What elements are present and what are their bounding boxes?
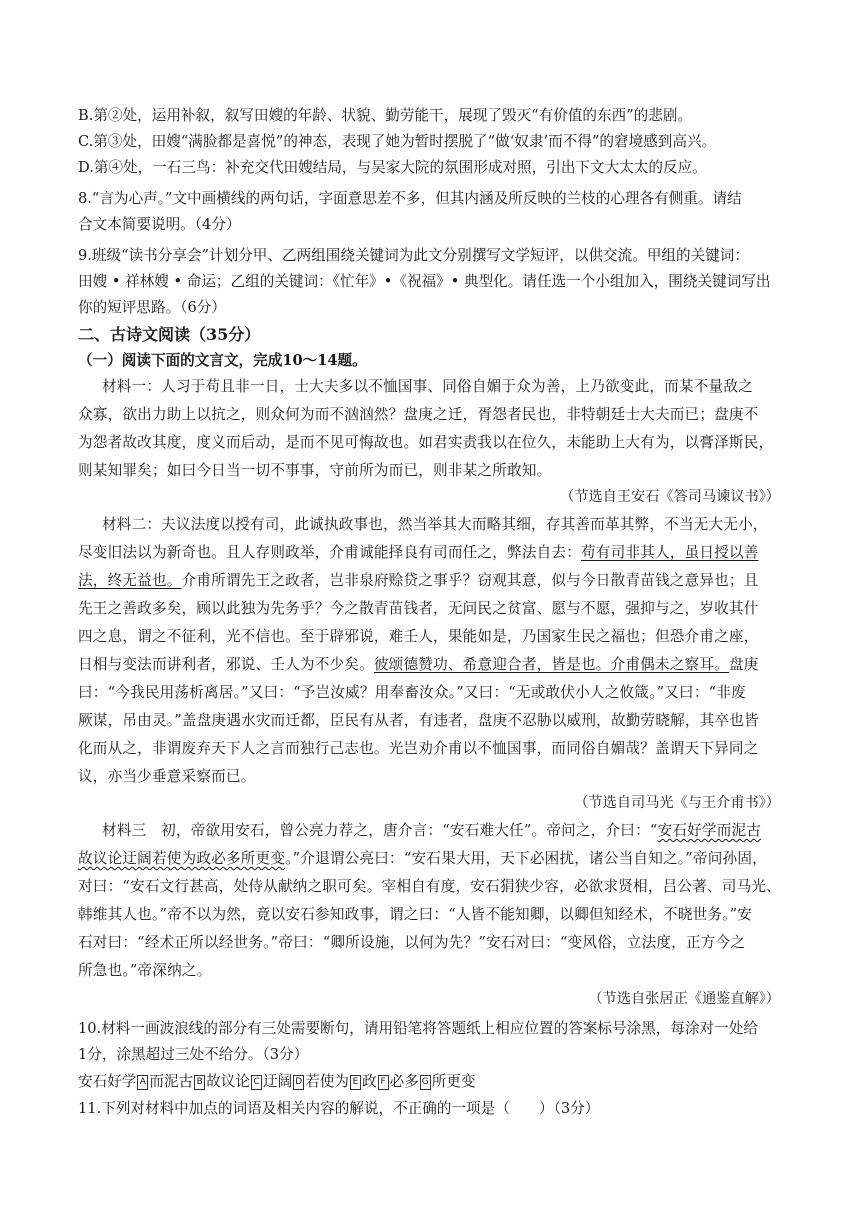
material-1-line2: 众寡，欲出力助上以抗之，则众何为而不汹汹然？盘庚之迁，胥怨者民也，非特朝廷士大夫而已；盘庚不 [78,406,759,423]
m2-underlined-text: 苟有司非其人，虽日授以善 [581,544,759,561]
material-2-line4: 先王之善政多矣，顾以此独为先务乎？今之散青苗钱者，无问民之贫富、愿与不愿，强抑与之，岁收其什 [78,600,759,617]
question-11-line: 11.下列对材料中加点的词语及相关内容的解说，不正确的一项是（ ）（3分） [78,1100,600,1117]
material-3-line5: 石对曰：“经术正所以经世务。”帝曰：“卿所设施，以何为先？”安石对曰：“变风俗，立法度，正方今之 [78,934,746,951]
sentence-part: 政 [361,1073,377,1090]
m2-underlined-text: 法，终无益也。 [78,572,182,589]
break-option-g[interactable]: G [420,1075,431,1090]
question-9-line2: 田嫂 • 祥林嫂 • 命运；乙组的关键词：《忙年》•《祝福》• 典型化。请任选一个小组加入，围绕关键词写出 [78,273,771,290]
sentence-part: 安石好学 [78,1073,137,1090]
material-1-line1: 材料一：人习于苟且非一日，士大夫多以不恤国事、同俗自媚于众为善，上乃欲变此，而某不量敌之 [102,378,753,395]
m3-wavy-text: 安石好学而泥古 [657,822,762,839]
question-8-line2: 合文本简要说明。（4分） [78,216,241,233]
material-2-line7: 曰：“今我民用荡析离居。”又曰：“予岂汝威？用奉畜汝众。”又曰：“无或敢伏小人之攸箴。”又曰：“非废 [78,684,746,701]
m2-text: 尽变旧法以为新奇也。且人存则政举，介甫诚能择良有司而任之，弊法自去： [78,544,581,561]
sentence-part: 若使为 [305,1073,349,1090]
sentence-part: 而泥古 [149,1073,194,1090]
question-10-line1: 10.材料一画波浪线的部分有三处需要断句，请用铅笔将答题纸上相应位置的答案标号涂黑，每涂对一处给 [78,1020,758,1037]
material-2-line6 [78,655,759,675]
m3-text: 。”介退谓公亮曰：“安石果大用，天下必困扰，诸公当自知之。”帝问孙固， [285,850,767,867]
material-2-line10: 议，亦当少垂意采察而已。 [78,768,256,785]
option-b-line: B.第②处，运用补叙，叙写田嫂的年龄、状貌、勤劳能干，展现了毁灭“有价值的东西”的悲剧。 [78,107,693,124]
break-option-e[interactable]: E [350,1075,361,1090]
break-option-a[interactable]: A [137,1075,148,1090]
question-8-line1: 8.“言为心声。”文中画横线的两句话，字面意思差不多，但其内涵及所反映的兰枝的心理各有侧重。请结 [78,190,742,207]
m3-text: 材料三 初，帝欲用安石，曾公亮力荐之，唐介言：“安石难大任”。帝问之，介曰：“ [102,822,658,839]
m2-text: 日相与变法而讲利者，邪说、壬人为不少矣。 [78,656,374,673]
sentence-part: 迂阔 [262,1073,293,1090]
question-9-line3: 你的短评思路。（6分） [78,299,226,316]
source-3: （节选自张居正《通鉴直解》） [588,991,780,1007]
sentence-part: 故议论 [206,1073,250,1090]
material-1-line4: 则某知罪矣；如曰今日当一切不事事，守前所为而已，则非某之所敢知。 [78,462,552,479]
break-option-d[interactable]: D [293,1075,304,1090]
option-d-line: D.第④处，一石三鸟：补充交代田嫂结局，与吴家大院的氛围形成对照，引出下文大太太的反应。 [78,159,707,176]
subsection-heading: （一）阅读下面的文言文，完成10～14题。 [78,352,367,369]
m2-underlined-text: 彼颂德赞功、希意迎合者，皆是也。介甫偶未之察耳。 [373,656,729,673]
break-option-f[interactable]: F [378,1075,389,1090]
material-2-line5: 四之息，谓之不征利，光不信也。至于辟邪说，难壬人，果能如是，乃国家生民之福也；但恐介甫之座， [78,628,759,645]
m2-text: 介甫所谓先王之政者，岂非泉府赊贷之事乎？窃观其意，似与今日散青苗钱之意异也；且 [181,572,759,589]
punctuation-sentence [78,1072,476,1092]
m2-text: 盘庚 [728,656,759,673]
m3-wavy-text: 故议论迂阔若使为政必多所更变 [78,850,286,867]
question-9-line1: 9.班级“读书分享会”计划分甲、乙两组围绕关键词为此文分别撰写文学短评，以供交流。甲组的关键词： [78,247,749,264]
material-3-line3: 对曰：“安石文行甚高，处侍从献纳之职可矣。宰相自有度，安石狷狭少容，必欲求贤相，吕公著、司马光、 [78,878,781,895]
sentence-part: 所更变 [431,1073,476,1090]
material-2-line1: 材料二：夫议法度以授有司，此诚执政事也，然当举其大而略其细，存其善而革其弊，不当无大无小， [102,516,768,533]
material-1-line3: 为怨者故改其度，度义而后动，是而不见可悔故也。如君实责我以在位久，未能助上大有为，以膏泽斯民， [78,434,774,451]
break-option-b[interactable]: B [194,1075,205,1090]
question-10-line2: 1分，涂黑超过三处不给分。（3分） [78,1046,309,1063]
material-3-line6: 所急也。”帝深纳之。 [78,962,212,979]
material-3-line4: 韩维其人也。”帝不以为然，竟以安石参知政事，谓之曰：“人皆不能知卿，以卿但知经术，不晓世务。”安 [78,906,753,923]
material-2-line2 [78,543,759,563]
source-1: （节选自王安石《答司马谏议书》） [560,489,780,505]
break-option-c[interactable]: C [251,1075,262,1090]
option-c-line: C.第③处，田嫂“满脸都是喜悦”的神态，表现了她为暂时摆脱了“做‘奴隶’而不得”的窘境感到高兴。 [78,133,717,150]
material-2-line8: 厥谋，吊由灵。”盖盘庚遇水灾而迁都，臣民有从者，有违者，盘庚不忍胁以威刑，故勤劳晓解，其卒也皆 [78,712,759,729]
section-heading: 二、古诗文阅读（35分） [78,325,261,344]
sentence-part: 必多 [389,1073,419,1090]
material-3-line1 [102,821,761,841]
material-2-line3 [78,571,759,591]
material-3-line2 [78,849,767,869]
source-2: （节选自司马光《与王介甫书》） [574,795,780,811]
material-2-line9: 化而从之，非谓废弃天下人之言而独行己志也。光岂劝介甫以不恤国事，而同俗自媚哉？盖谓天下异同之 [78,740,759,757]
